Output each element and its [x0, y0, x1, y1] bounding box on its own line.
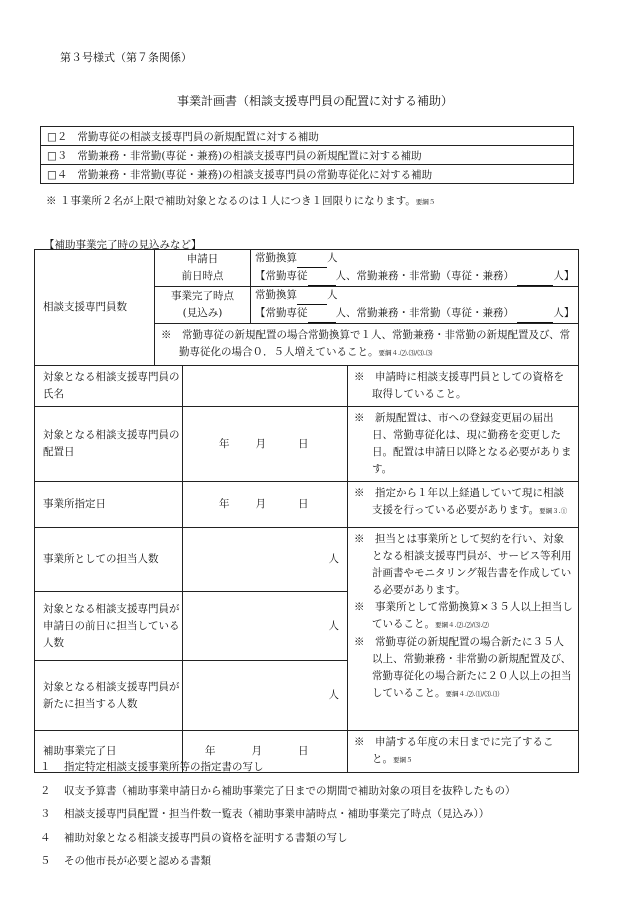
parttime-field[interactable]	[517, 268, 553, 286]
plan-table	[34, 249, 579, 773]
fte-field[interactable]	[297, 287, 327, 305]
list-item: ３ 相談支援専門員配置・担当件数一覧表（補助事業申請時点・補助事業完了時点（見込み））	[40, 808, 490, 820]
note-reference: 要綱４.⑵.⑴/⑶.⑴	[445, 690, 500, 698]
section-heading: 【補助事業完了時の見込みなど】	[44, 239, 202, 251]
list-item: １ 指定特定相談支援事業所等の指定書の写し	[40, 761, 264, 773]
unit-label: 人	[328, 619, 339, 632]
fte-field[interactable]	[297, 250, 327, 268]
fulltime-field[interactable]	[308, 268, 336, 286]
placement-date-field[interactable]: 年 月 日	[183, 407, 348, 482]
office-count-field[interactable]	[183, 528, 348, 592]
note-reference: 要綱３.①	[539, 507, 568, 515]
staff-note: ※ 常勤専従の新規配置の場合常勤換算で１人、常勤兼務・非常勤の新規配置及び、常勤専従化の場合０．５人増えていること。要綱４.⑵.⑶/⑶.⑶	[155, 324, 579, 366]
new-count-label: 対象となる相談支援専門員が新たに担当する人数	[35, 661, 183, 731]
staff-input-completion[interactable]: 常勤換算 人 【常勤専従 人、常勤兼務・非常勤（専従・兼務） 人】	[251, 287, 579, 324]
prev-count-label: 対象となる相談支援専門員が申請日の前日に担当している人数	[35, 592, 183, 661]
subsidy-options-table	[40, 126, 574, 184]
option-label: 常勤専従の相談支援専門員の新規配置に対する補助	[77, 130, 319, 143]
staff-name-label: 対象となる相談支援専門員の氏名	[35, 366, 183, 407]
timepoint-completion: 事業完了時点 (見込み)	[155, 287, 251, 324]
checkbox-option-4[interactable]: □４	[47, 168, 68, 181]
designation-date-label: 事業所指定日	[35, 482, 183, 528]
list-item: ２ 収支予算書（補助事業申請日から補助事業完了日までの期間で補助対象の項目を抜粋したもの）	[40, 784, 516, 797]
row-placement-date	[35, 407, 579, 482]
option-label: 常勤兼務・非常勤(専従・兼務)の相談支援専門員の常勤専従化に対する補助	[77, 168, 433, 181]
page-title: 事業計画書（相談支援専門員の配置に対する補助）	[176, 94, 453, 108]
option-label: 常勤兼務・非常勤(専従・兼務)の相談支援専門員の新規配置に対する補助	[77, 149, 422, 162]
form-number: 第３号様式（第７条関係）	[60, 51, 192, 64]
option-row-4[interactable]	[41, 165, 574, 184]
completion-date-note: ※ 申請する年度の末日までに完了すること。要綱５	[348, 731, 579, 773]
designation-date-field[interactable]: 年 月 日	[183, 482, 348, 528]
completion-date-field[interactable]: 年 月 日	[183, 731, 348, 773]
staff-name-field[interactable]	[183, 366, 348, 407]
note-reference: 要綱４.⑵.⑵/⑶.⑵	[435, 621, 489, 629]
options-note: ※ １事業所２名が上限で補助対象となるのは１人につき１回限りになります。要綱５	[46, 195, 436, 207]
checkbox-option-3[interactable]: □３	[47, 149, 68, 162]
checkbox-option-2[interactable]: □２	[47, 130, 68, 143]
unit-label: 人	[328, 689, 339, 701]
designation-date-note: ※ 指定から１年以上経過していて現に相談支援を行っている必要があります。要綱３.①	[348, 482, 579, 528]
row-office-count	[35, 528, 579, 592]
completion-date-label: 補助事業完了日	[35, 731, 183, 773]
parttime-field[interactable]	[517, 305, 553, 323]
fulltime-field[interactable]	[308, 305, 336, 323]
staff-row-application	[35, 250, 579, 287]
placement-date-label: 対象となる相談支援専門員の配置日	[35, 407, 183, 482]
option-row-2[interactable]	[41, 127, 574, 146]
option-row-3[interactable]	[41, 146, 574, 165]
note-reference: 要綱４.⑵.⑶/⑶.⑶	[378, 349, 433, 357]
list-item: ４ 補助対象となる相談支援専門員の資格を証明する書類の写し	[40, 831, 348, 844]
unit-label: 人	[328, 553, 339, 565]
note-reference: 要綱５	[415, 198, 436, 206]
timepoint-application: 申請日 前日時点	[155, 250, 251, 287]
staff-count-label: 相談支援専門員数	[35, 250, 155, 366]
note-reference: 要綱５	[393, 756, 413, 764]
office-count-label: 事業所としての担当人数	[35, 528, 183, 592]
counts-note: ※ 担当とは事業所として契約を行い、対象となる相談支援専門員が、サービス等利用計画書やモニタリング報告書を作成している必要があります。 ※ 事業所として常勤換算×３５人以上担当していること。要綱４.⑵.⑵/⑶.⑵ ※ 常勤専従の新規配置の場合新たに３５人以上、常勤兼務・非常勤の新規配置及び、常勤専従化の場合新たに２０人以上の担当していること。要綱４.⑵.⑴/⑶.⑴	[348, 528, 579, 731]
row-staff-name	[35, 366, 579, 407]
new-count-field[interactable]	[183, 661, 348, 731]
staff-input-application[interactable]: 常勤換算 人 【常勤専従 人、常勤兼務・非常勤（専従・兼務） 人】	[251, 250, 579, 287]
staff-name-note: ※ 申請時に相談支援専門員としての資格を取得していること。	[348, 366, 579, 407]
placement-date-note: ※ 新規配置は、市への登録変更届の届出日、常勤専従化は、現に勤務を変更した日。配置は申請日以降となる必要があります。	[348, 407, 579, 482]
prev-count-field[interactable]	[183, 592, 348, 661]
attachments-list	[40, 759, 516, 877]
list-item: ５ その他市長が必要と認める書類	[40, 855, 211, 867]
row-designation-date	[35, 482, 579, 528]
